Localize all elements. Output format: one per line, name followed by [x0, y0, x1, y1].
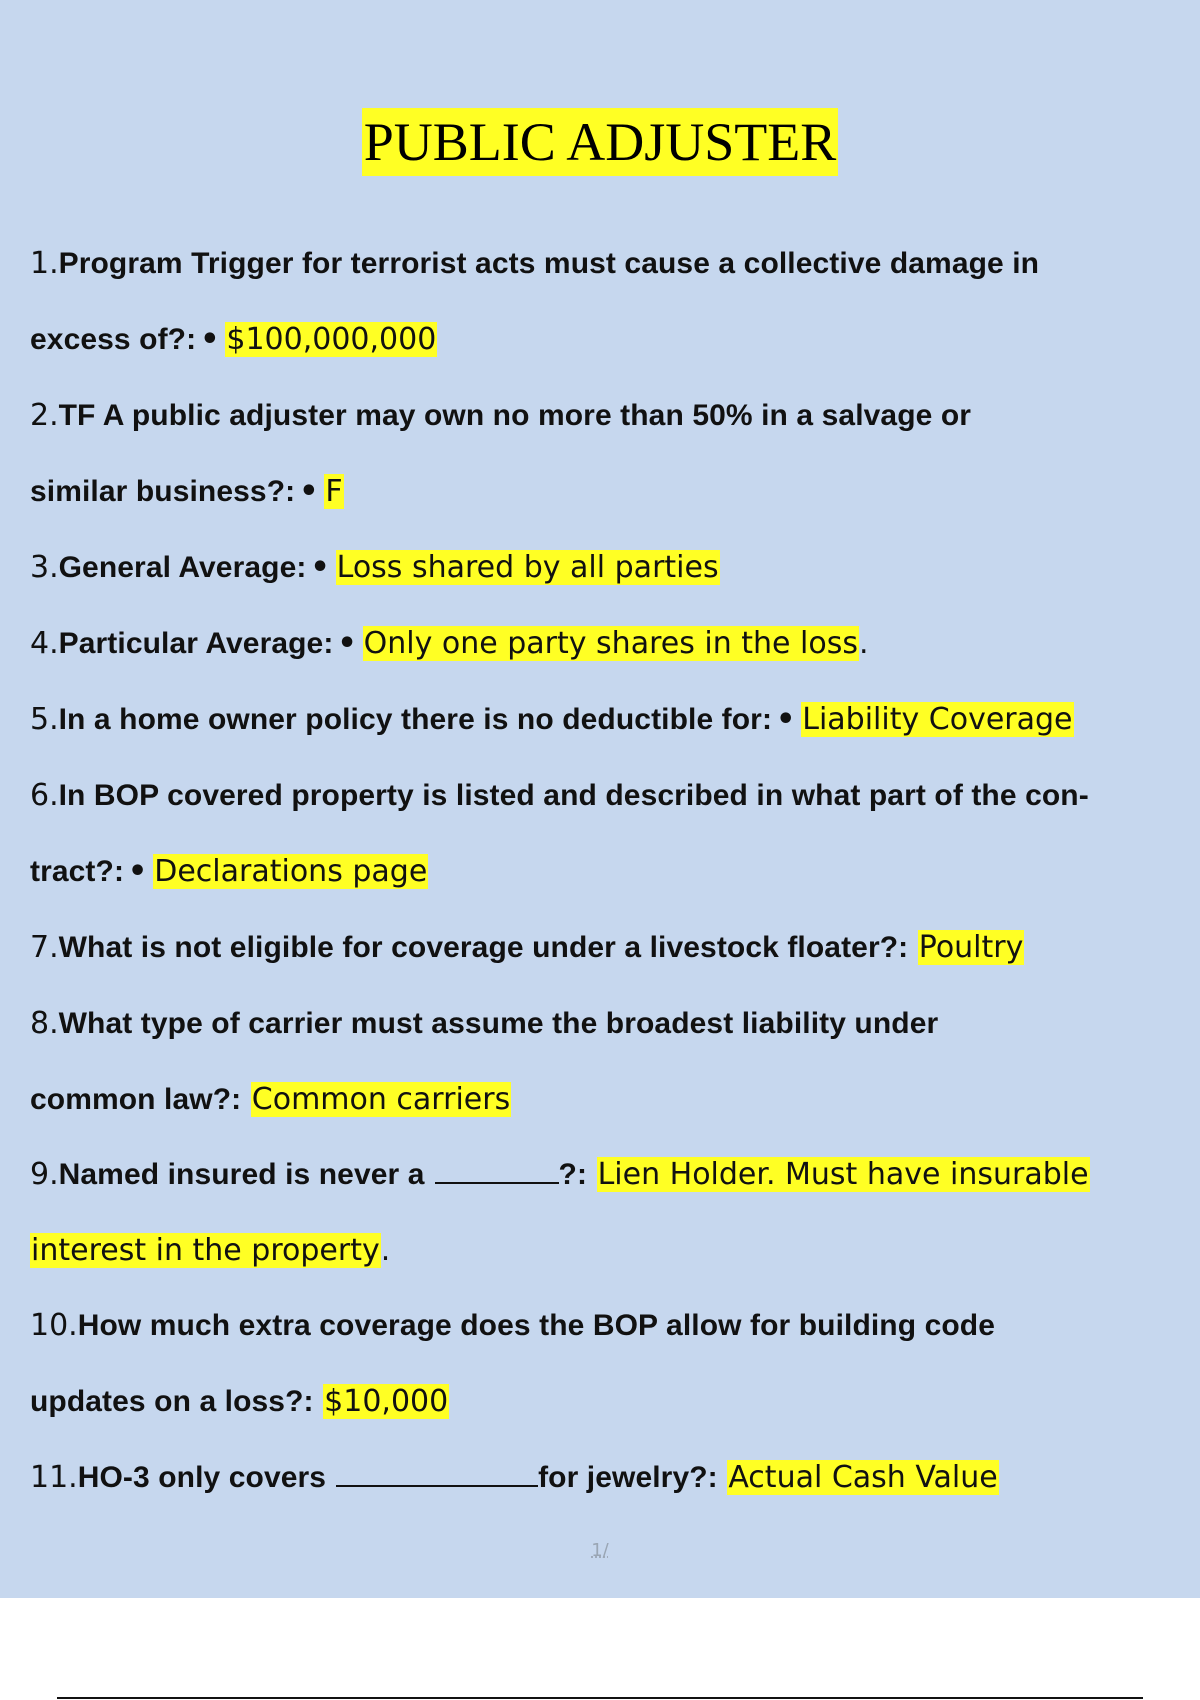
- fill-blank: [435, 1158, 559, 1184]
- answer-highlight: Lien Holder. Must have insurable: [597, 1157, 1089, 1192]
- item-number: 11.: [30, 1460, 78, 1495]
- answer-highlight: $10,000: [324, 1384, 449, 1419]
- question-item-9: [30, 1137, 1180, 1289]
- bullet: •: [337, 626, 357, 661]
- page-title: PUBLIC ADJUSTER: [362, 108, 839, 176]
- item-number: 8.: [30, 1006, 59, 1041]
- item-number: 9.: [30, 1157, 59, 1192]
- answer-highlight: F: [325, 474, 343, 509]
- bullet: •: [776, 702, 796, 737]
- question-item-6: [30, 758, 1180, 910]
- question-text-cont: similar business?:: [30, 475, 296, 508]
- question-item-1: [30, 226, 1180, 378]
- answer-highlight: Actual Cash Value: [728, 1460, 998, 1495]
- question-text-cont: updates on a loss?:: [30, 1385, 314, 1418]
- answer-highlight: Poultry: [918, 930, 1024, 965]
- item-number: 10.: [30, 1308, 78, 1343]
- question-item-4: [30, 606, 1180, 682]
- item-number: 5.: [30, 702, 59, 737]
- bullet: •: [200, 322, 220, 357]
- question-text: General Average:: [58, 551, 307, 584]
- bottom-divider: [57, 1697, 1143, 1699]
- question-item-3: [30, 530, 1180, 606]
- answer-tail: .: [380, 1233, 391, 1268]
- answer-highlight: Declarations page: [154, 854, 428, 889]
- question-item-5: [30, 682, 1180, 758]
- question-item-2: [30, 378, 1180, 530]
- item-number: 2.: [30, 398, 59, 433]
- answer-highlight: Common carriers: [251, 1082, 511, 1117]
- item-number: 6.: [30, 778, 59, 813]
- question-text: HO-3 only covers: [77, 1461, 327, 1494]
- question-text-cont: tract?:: [30, 855, 125, 888]
- item-number: 3.: [30, 550, 59, 585]
- item-number: 1.: [30, 246, 59, 281]
- question-text: What type of carrier must assume the broadest liability under: [58, 1007, 939, 1040]
- question-item-7: [30, 910, 1180, 986]
- answer-highlight-cont: interest in the property: [31, 1233, 380, 1268]
- question-text-cont: excess of?:: [30, 323, 197, 356]
- fill-blank: [336, 1461, 538, 1487]
- question-text-after: ?:: [558, 1158, 588, 1191]
- bullet: •: [128, 854, 148, 889]
- question-text: What is not eligible for coverage under a livestock floater?:: [58, 931, 909, 964]
- question-text: Particular Average:: [58, 627, 334, 660]
- question-text: In BOP covered property is listed and described in what part of the con-: [58, 779, 1089, 812]
- answer-highlight: Loss shared by all parties: [336, 550, 719, 585]
- answer-highlight: Liability Coverage: [802, 702, 1073, 737]
- bullet: •: [299, 474, 319, 509]
- question-text-cont: common law?:: [30, 1083, 242, 1116]
- question-text: TF A public adjuster may own no more than 50% in a salvage or: [58, 399, 972, 432]
- question-text: In a home owner policy there is no deductible for:: [58, 703, 773, 736]
- title-wrap: [0, 108, 1200, 176]
- answer-highlight: $100,000,000: [226, 322, 437, 357]
- item-number: 7.: [30, 930, 59, 965]
- question-item-8: [30, 986, 1180, 1138]
- answer-tail: .: [858, 626, 869, 661]
- answer-highlight: Only one party shares in the loss: [363, 626, 858, 661]
- page-number: 1/: [591, 1540, 609, 1561]
- question-text: How much extra coverage does the BOP allow for building code: [77, 1309, 996, 1342]
- question-text: Named insured is never a: [58, 1158, 425, 1191]
- question-text: Program Trigger for terrorist acts must cause a collective damage in: [58, 247, 1040, 280]
- bullet: •: [310, 550, 330, 585]
- question-text-after: for jewelry?:: [538, 1461, 718, 1494]
- question-item-11: [30, 1440, 1180, 1516]
- item-number: 4.: [30, 626, 59, 661]
- question-item-10: [30, 1288, 1180, 1440]
